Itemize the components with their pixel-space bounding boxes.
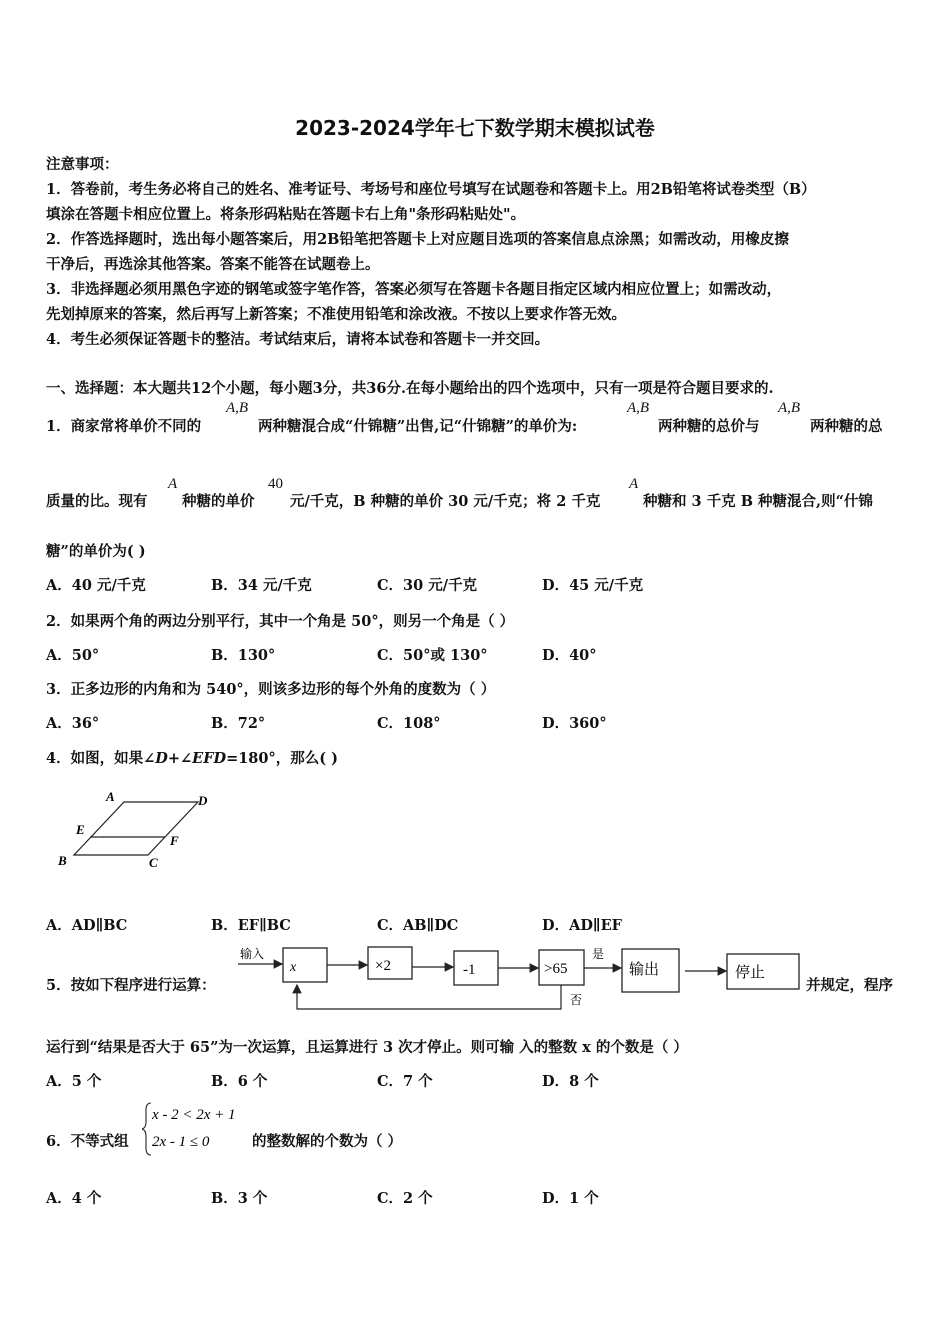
q3-option-d: D．360°	[542, 715, 607, 732]
inequality-system	[142, 1100, 252, 1158]
q1-math-ab: A,B	[778, 400, 801, 416]
inequality-2: 2x - 1 ≤ 0	[152, 1134, 210, 1150]
q3-option-a: A．36°	[46, 715, 100, 732]
q1-option-a: A．40 元/千克	[46, 577, 146, 594]
notice-line: 2．作答选择题时，选出每小题答案后，用2B铅笔把答题卡上对应题目选项的答案信息点涂黑；如需改动，用橡皮擦	[46, 231, 789, 248]
flow-output: 输出	[629, 962, 660, 978]
q2-option-d: D．40°	[542, 647, 597, 664]
q1-text: 两种糖的总价与	[658, 418, 760, 435]
q1-text: 两种糖的总	[810, 418, 883, 435]
flow-loop-arrow	[297, 985, 561, 1009]
parallelogram-abcd	[74, 802, 198, 855]
q3-option-c: C．108°	[377, 715, 441, 732]
label-a: A	[106, 789, 115, 804]
notice-line: 填涂在答题卡相应位置上。将条形码粘贴在答题卡右上角"条形码粘贴处"。	[46, 206, 526, 223]
inequality-1: x - 2 < 2x + 1	[152, 1107, 236, 1123]
page-title: 2023-2024学年七下数学期末模拟试卷	[295, 116, 655, 140]
q2-stem: 2．如果两个角的两边分别平行，其中一个角是 50°，则另一个角是（ ）	[46, 613, 515, 630]
label-f: F	[170, 833, 179, 848]
flow-no: 否	[570, 993, 583, 1007]
q5-option-c: C．7 个	[377, 1073, 433, 1090]
q1-option-d: D．45 元/千克	[542, 577, 644, 594]
q1-text: 种糖和 3 千克 B 种糖混合,则“什锦	[643, 493, 873, 510]
q6-text: 的整数解的个数为（ ）	[252, 1133, 403, 1150]
q5-text: 运行到“结果是否大于 65”为一次运算，且运算进行 3 次才停止。则可输 入的整数 x 的个数是（ ）	[46, 1039, 688, 1056]
q1-math-ab: A,B	[226, 400, 249, 416]
flow-times2: ×2	[375, 958, 391, 974]
notice-line: 3．非选择题必须用黑色字迹的钢笔或签字笔作答，答案必须写在答题卡各题目指定区域内相应位置上；如需改动，	[46, 281, 782, 298]
label-b: B	[58, 853, 67, 868]
flow-yes: 是	[592, 947, 605, 961]
q1-math-40: 40	[268, 476, 283, 492]
q1-option-b: B．34 元/千克	[211, 577, 312, 594]
q1-text: 元/千克，B 种糖的单价 30 元/千克；将 2 千克	[290, 493, 601, 510]
q1-math-a: A	[168, 476, 178, 492]
q6-option-a: A．4 个	[46, 1190, 102, 1207]
notice-line: 1．答卷前，考生务必将自己的姓名、准考证号、考场号和座位号填写在试题卷和答题卡上。用2B铅笔将试卷类型（B）	[46, 181, 816, 198]
parallelogram-figure	[52, 785, 222, 875]
q6-option-d: D．1 个	[542, 1190, 599, 1207]
flow-input-label: 输入	[240, 947, 265, 961]
q1-math-ab: A,B	[627, 400, 650, 416]
flow-gt65: >65	[544, 961, 568, 977]
flow-x: x	[290, 960, 297, 975]
q1-math-a: A	[629, 476, 639, 492]
q1-text: 糖”的单价为( )	[46, 543, 146, 560]
q1-text: 质量的比。现有	[46, 493, 148, 510]
q6-text: 6．不等式组	[46, 1133, 129, 1150]
q1-text: 两种糖混合成“什锦糖”出售,记“什锦糖”的单价为:	[258, 418, 578, 435]
q3-option-b: B．72°	[211, 715, 266, 732]
label-d: D	[198, 793, 208, 808]
label-e: E	[76, 822, 85, 837]
q4-option-a: A．AD∥BC	[46, 917, 128, 934]
notice-line: 4．考生必须保证答题卡的整洁。考试结束后，请将本试卷和答题卡一并交回。	[46, 331, 550, 348]
flowchart	[230, 940, 805, 1020]
notice-heading: 注意事项：	[46, 156, 119, 173]
q2-option-a: A．50°	[46, 647, 100, 664]
q5-option-a: A．5 个	[46, 1073, 102, 1090]
flow-stop: 停止	[735, 965, 766, 981]
q1-text: 种糖的单价	[182, 493, 255, 510]
q3-stem: 3．正多边形的内角和为 540°，则该多边形的每个外角的度数为（ ）	[46, 681, 496, 698]
q5-option-d: D．8 个	[542, 1073, 599, 1090]
q2-option-b: B．130°	[211, 647, 276, 664]
q5-stem: 5．按如下程序进行运算：	[46, 977, 216, 994]
q4-option-b: B．EF∥BC	[211, 917, 291, 934]
q6-option-c: C．2 个	[377, 1190, 433, 1207]
q1-option-c: C．30 元/千克	[377, 577, 478, 594]
flow-minus1: -1	[463, 962, 476, 978]
flow-box-minus1	[454, 951, 498, 985]
q2-option-c: C．50°或 130°	[377, 647, 488, 664]
notice-line: 干净后，再选涂其他答案。答案不能答在试题卷上。	[46, 256, 380, 273]
q4-option-d: D．AD∥EF	[542, 917, 622, 934]
q5-option-b: B．6 个	[211, 1073, 268, 1090]
q1-text: 1．商家常将单价不同的	[46, 418, 202, 435]
q6-option-b: B．3 个	[211, 1190, 268, 1207]
brace-icon	[142, 1103, 151, 1155]
section-heading: 一、选择题：本大题共12个小题，每小题3分，共36分.在每小题给出的四个选项中，只有一项是符合题目要求的.	[46, 380, 774, 397]
notice-line: 先划掉原来的答案，然后再写上新答案；不准使用铅笔和涂改液。不按以上要求作答无效。	[46, 306, 626, 323]
q4-stem: 4．如图，如果∠D+∠EFD=180°，那么( )	[46, 750, 338, 767]
q4-option-c: C．AB∥DC	[377, 917, 459, 934]
label-c: C	[149, 855, 158, 870]
q5-text: 并规定，程序	[806, 977, 893, 994]
